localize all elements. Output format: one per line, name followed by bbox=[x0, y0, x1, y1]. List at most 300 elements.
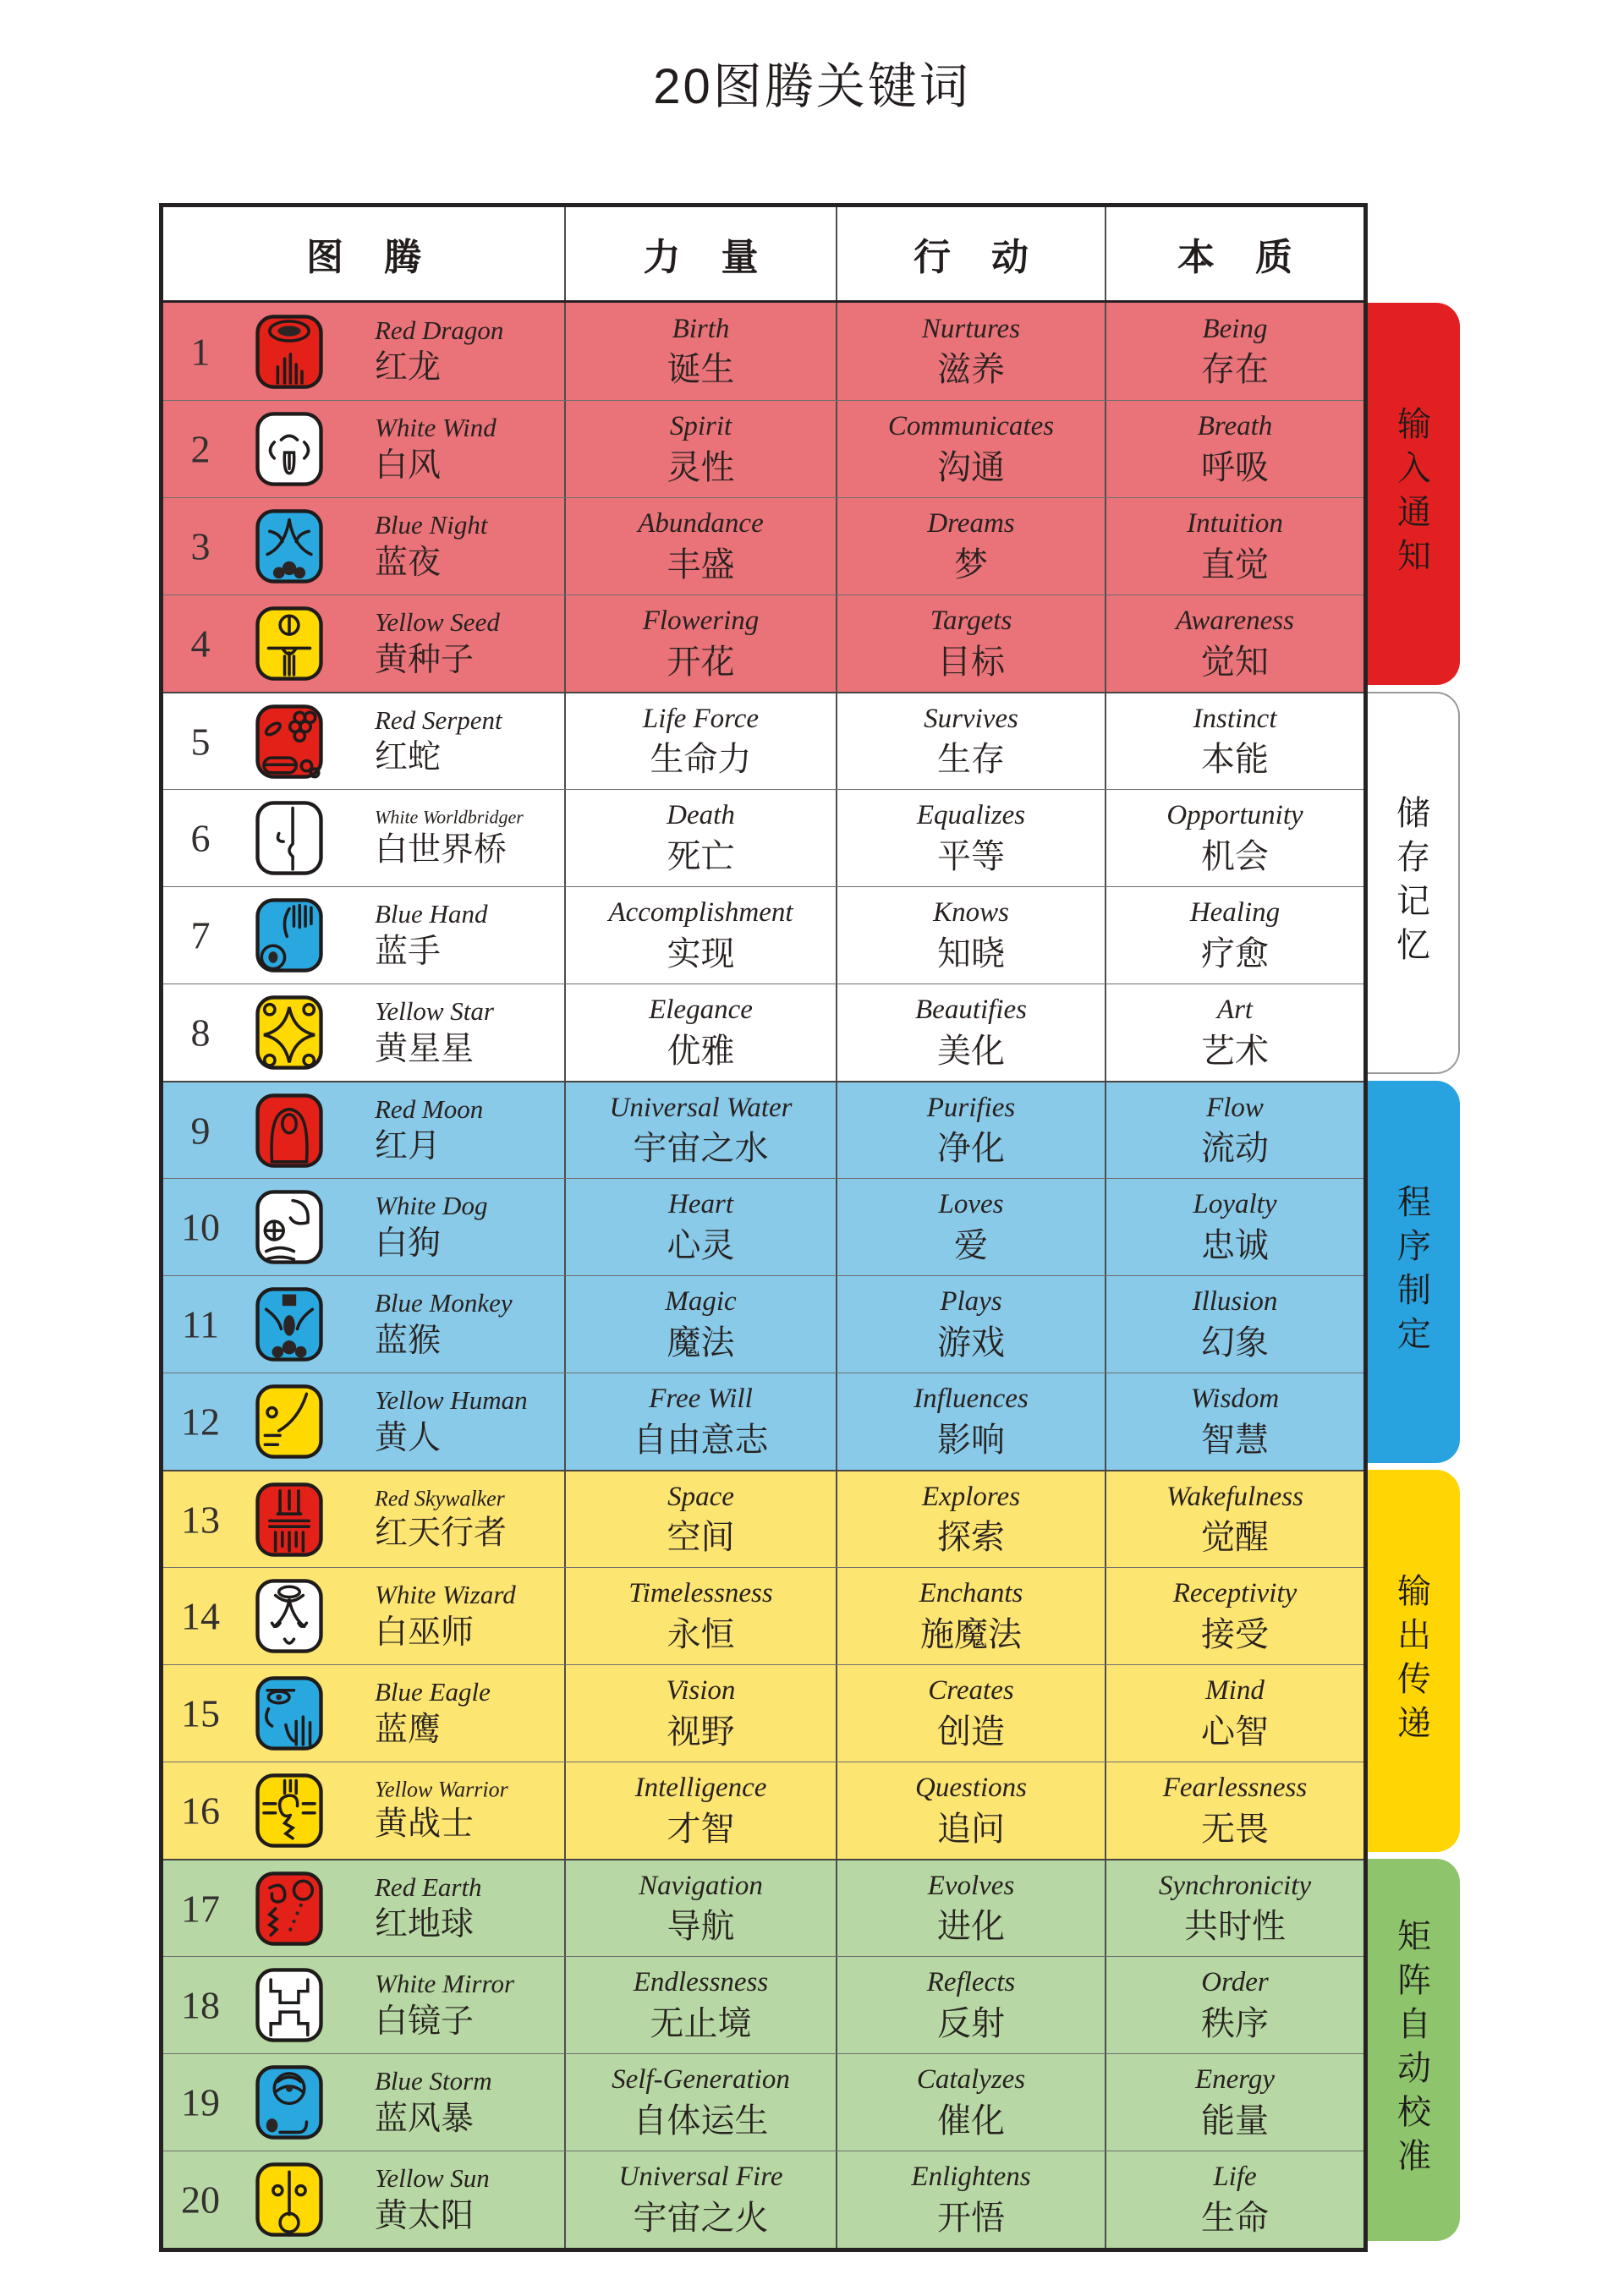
totem-name-zh: 白狗 bbox=[375, 1225, 442, 1262]
totem-name-en: White Wind bbox=[375, 412, 497, 442]
blue-storm-glyph bbox=[255, 2064, 324, 2140]
power-cell bbox=[564, 1471, 836, 1567]
essence-keyword-en: Life bbox=[1213, 2162, 1257, 2193]
totem-name-en: Red Earth bbox=[375, 1871, 482, 1902]
totem-cell bbox=[163, 790, 564, 886]
essence-keyword-en: Opportunity bbox=[1166, 800, 1303, 831]
power-keyword-zh: 视野 bbox=[667, 1712, 735, 1751]
row-number: 10 bbox=[181, 1205, 220, 1249]
section-tab-1 bbox=[1363, 303, 1460, 685]
totem-names bbox=[375, 1676, 491, 1748]
totem-name-zh: 黄太阳 bbox=[375, 2197, 475, 2234]
totem-name-en: Blue Night bbox=[375, 509, 488, 540]
essence-cell bbox=[1105, 790, 1363, 886]
row-number: 9 bbox=[190, 1109, 211, 1152]
section-tab-label: 储存记忆 bbox=[1391, 795, 1429, 971]
row-number: 11 bbox=[181, 1302, 220, 1346]
action-keyword-en: Survives bbox=[924, 703, 1018, 734]
totem-name-zh: 白巫师 bbox=[375, 1614, 475, 1651]
table-row bbox=[163, 2151, 1363, 2248]
essence-cell bbox=[1105, 303, 1363, 400]
action-keyword-zh: 目标 bbox=[937, 643, 1005, 681]
power-keyword-en: Heart bbox=[668, 1189, 733, 1220]
power-keyword-zh: 导航 bbox=[667, 1908, 735, 1946]
action-cell bbox=[836, 1665, 1105, 1762]
essence-keyword-zh: 机会 bbox=[1201, 837, 1269, 875]
essence-keyword-zh: 智慧 bbox=[1201, 1421, 1269, 1459]
totem-names bbox=[375, 1873, 482, 1943]
power-keyword-en: Life Force bbox=[642, 703, 760, 734]
action-cell bbox=[836, 1373, 1105, 1470]
action-cell bbox=[836, 984, 1105, 1081]
totem-name-en: White Mirror bbox=[375, 1968, 515, 1998]
table-row bbox=[163, 1956, 1363, 2053]
white-dog-glyph bbox=[255, 1189, 324, 1265]
totem-name-en: Blue Storm bbox=[375, 2065, 492, 2096]
totem-names bbox=[375, 1581, 516, 1651]
power-cell bbox=[564, 984, 836, 1081]
action-cell bbox=[836, 498, 1105, 595]
totem-name-zh: 红天行者 bbox=[375, 1515, 508, 1552]
totem-cell bbox=[163, 595, 564, 692]
essence-keyword-zh: 觉醒 bbox=[1201, 1519, 1269, 1557]
essence-keyword-zh: 忠诚 bbox=[1201, 1226, 1269, 1264]
totem-name-en: Yellow Sun bbox=[375, 2162, 490, 2193]
essence-keyword-zh: 生命 bbox=[1201, 2199, 1269, 2237]
action-keyword-zh: 进化 bbox=[937, 1908, 1005, 1946]
action-cell bbox=[836, 887, 1105, 984]
essence-keyword-zh: 疗愈 bbox=[1201, 934, 1269, 973]
action-keyword-zh: 催化 bbox=[937, 2101, 1005, 2140]
essence-keyword-en: Breath bbox=[1197, 411, 1273, 442]
action-keyword-zh: 美化 bbox=[937, 1032, 1005, 1070]
totem-cell bbox=[163, 498, 564, 595]
column-header-essence: 本质 bbox=[1105, 207, 1363, 300]
power-keyword-en: Elegance bbox=[649, 995, 753, 1026]
totem-cell bbox=[163, 401, 564, 497]
power-cell bbox=[564, 2054, 836, 2151]
action-cell bbox=[836, 1471, 1105, 1567]
table-row bbox=[163, 984, 1363, 1081]
totem-name-zh: 蓝风暴 bbox=[375, 2100, 475, 2137]
power-keyword-zh: 灵性 bbox=[667, 448, 735, 486]
totem-name-en: Red Skywalker bbox=[375, 1485, 505, 1510]
action-cell bbox=[836, 790, 1105, 886]
action-keyword-en: Nurtures bbox=[921, 313, 1021, 344]
row-number: 6 bbox=[190, 816, 211, 860]
power-cell bbox=[564, 1179, 836, 1275]
essence-keyword-en: Instinct bbox=[1193, 703, 1277, 734]
totem-name-en: Blue Hand bbox=[375, 898, 488, 929]
action-keyword-en: Influences bbox=[914, 1384, 1029, 1415]
power-cell bbox=[564, 1373, 836, 1470]
essence-cell bbox=[1105, 1860, 1363, 1956]
white-worldbridger-glyph bbox=[255, 800, 324, 876]
power-keyword-en: Free Will bbox=[649, 1384, 753, 1415]
action-keyword-en: Reflects bbox=[926, 1967, 1016, 1998]
totem-name-zh: 红月 bbox=[375, 1127, 442, 1164]
action-keyword-en: Explores bbox=[921, 1481, 1021, 1512]
totem-name-zh: 红龙 bbox=[375, 348, 442, 386]
power-keyword-en: Timelessness bbox=[628, 1578, 773, 1609]
essence-cell bbox=[1105, 595, 1363, 692]
essence-keyword-en: Being bbox=[1202, 313, 1268, 344]
power-keyword-zh: 魔法 bbox=[667, 1323, 735, 1362]
totem-name-en: White Dog bbox=[375, 1190, 488, 1220]
row-number: 16 bbox=[181, 1789, 220, 1833]
essence-cell bbox=[1105, 1762, 1363, 1859]
action-cell bbox=[836, 2151, 1105, 2248]
essence-keyword-en: Mind bbox=[1205, 1675, 1265, 1707]
section-tab-label: 矩阵自动校准 bbox=[1392, 1918, 1430, 2182]
red-moon-glyph bbox=[255, 1093, 324, 1169]
essence-keyword-en: Awareness bbox=[1176, 606, 1294, 637]
essence-keyword-zh: 秩序 bbox=[1201, 2004, 1269, 2042]
essence-cell bbox=[1105, 2054, 1363, 2151]
power-keyword-en: Flowering bbox=[642, 606, 760, 637]
essence-keyword-en: Order bbox=[1201, 1967, 1269, 1998]
table-row bbox=[163, 1567, 1363, 1664]
action-cell bbox=[836, 2054, 1105, 2151]
power-keyword-en: Vision bbox=[666, 1675, 736, 1707]
table-row bbox=[163, 497, 1363, 595]
totem-names bbox=[375, 808, 524, 869]
action-keyword-en: Knows bbox=[933, 897, 1009, 929]
row-number: 14 bbox=[181, 1594, 220, 1638]
power-keyword-zh: 空间 bbox=[667, 1519, 735, 1557]
essence-keyword-zh: 接受 bbox=[1201, 1615, 1269, 1653]
action-cell bbox=[836, 1762, 1105, 1859]
totem-name-zh: 蓝手 bbox=[375, 933, 442, 970]
essence-cell bbox=[1105, 1665, 1363, 1762]
row-number: 13 bbox=[181, 1498, 220, 1541]
table-row bbox=[163, 1373, 1363, 1470]
table-body bbox=[163, 303, 1363, 2248]
action-keyword-en: Loves bbox=[938, 1189, 1004, 1220]
white-wizard-glyph bbox=[255, 1578, 324, 1654]
essence-cell bbox=[1105, 1179, 1363, 1275]
action-keyword-en: Plays bbox=[940, 1286, 1002, 1318]
row-number: 8 bbox=[190, 1011, 211, 1055]
totem-names bbox=[375, 1095, 483, 1164]
totem-names bbox=[375, 706, 502, 775]
action-keyword-zh: 净化 bbox=[937, 1130, 1005, 1168]
power-keyword-zh: 宇宙之火 bbox=[633, 2199, 769, 2237]
power-keyword-en: Accomplishment bbox=[608, 897, 793, 929]
row-number: 19 bbox=[181, 2080, 220, 2124]
totem-names bbox=[375, 995, 494, 1067]
power-cell bbox=[564, 1957, 836, 2053]
essence-keyword-zh: 呼吸 bbox=[1201, 448, 1269, 486]
column-header-action: 行动 bbox=[836, 207, 1105, 300]
totem-name-en: Blue Monkey bbox=[375, 1287, 513, 1318]
column-header-power: 力量 bbox=[564, 207, 836, 300]
power-keyword-zh: 实现 bbox=[667, 934, 735, 973]
action-keyword-zh: 梦 bbox=[954, 545, 988, 584]
action-keyword-zh: 滋养 bbox=[937, 351, 1005, 389]
power-cell bbox=[564, 303, 836, 400]
totem-name-en: Red Dragon bbox=[375, 315, 504, 345]
power-keyword-zh: 心灵 bbox=[667, 1226, 735, 1264]
red-serpent-glyph bbox=[255, 704, 324, 780]
power-keyword-zh: 永恒 bbox=[667, 1615, 735, 1653]
totem-name-en: Yellow Human bbox=[375, 1384, 528, 1415]
action-keyword-en: Questions bbox=[915, 1773, 1027, 1804]
totem-name-en: Red Serpent bbox=[375, 704, 502, 735]
action-keyword-en: Catalyzes bbox=[916, 2064, 1026, 2096]
action-cell bbox=[836, 1082, 1105, 1178]
power-keyword-zh: 无止境 bbox=[650, 2004, 752, 2042]
action-keyword-en: Equalizes bbox=[916, 800, 1026, 831]
essence-cell bbox=[1105, 984, 1363, 1081]
totem-cell bbox=[163, 1082, 564, 1178]
essence-cell bbox=[1105, 1373, 1363, 1470]
section-tab-label: 输入通知 bbox=[1392, 406, 1430, 582]
action-cell bbox=[836, 1957, 1105, 2053]
totem-name-zh: 白风 bbox=[375, 447, 442, 484]
essence-keyword-zh: 本能 bbox=[1201, 741, 1269, 779]
power-keyword-zh: 优雅 bbox=[667, 1032, 735, 1070]
action-keyword-zh: 追问 bbox=[937, 1810, 1005, 1848]
essence-keyword-zh: 心智 bbox=[1201, 1712, 1269, 1751]
totem-name-en: Red Moon bbox=[375, 1093, 484, 1124]
row-number: 1 bbox=[190, 330, 211, 373]
totem-names bbox=[375, 2065, 492, 2137]
action-keyword-zh: 施魔法 bbox=[920, 1615, 1022, 1653]
power-keyword-zh: 诞生 bbox=[667, 351, 735, 389]
totem-name-zh: 红地球 bbox=[375, 1905, 475, 1943]
essence-keyword-en: Loyalty bbox=[1193, 1189, 1277, 1220]
totem-names bbox=[375, 1487, 507, 1552]
totem-cell bbox=[163, 1179, 564, 1275]
section-tab-3 bbox=[1363, 1081, 1460, 1463]
essence-keyword-en: Energy bbox=[1194, 2064, 1276, 2096]
action-keyword-en: Evolves bbox=[927, 1870, 1015, 1901]
table-row bbox=[163, 2053, 1363, 2151]
totem-cell bbox=[163, 1957, 564, 2053]
action-cell bbox=[836, 1860, 1105, 1956]
table-header-row bbox=[163, 207, 1363, 303]
totem-names bbox=[375, 1384, 528, 1456]
yellow-human-glyph bbox=[255, 1384, 324, 1460]
white-mirror-glyph bbox=[255, 1967, 324, 2043]
power-keyword-en: Birth bbox=[672, 313, 730, 344]
red-earth-glyph bbox=[255, 1871, 324, 1947]
power-keyword-zh: 才智 bbox=[667, 1810, 735, 1848]
table-row bbox=[163, 1178, 1363, 1275]
essence-keyword-zh: 幻象 bbox=[1201, 1323, 1269, 1362]
power-cell bbox=[564, 1860, 836, 1956]
row-number: 20 bbox=[181, 2178, 220, 2222]
totem-name-en: White Worldbridger bbox=[375, 806, 524, 828]
power-keyword-en: Space bbox=[667, 1481, 734, 1512]
essence-keyword-zh: 能量 bbox=[1201, 2101, 1269, 2140]
totem-cell bbox=[163, 1568, 564, 1664]
row-number: 12 bbox=[181, 1400, 220, 1444]
essence-cell bbox=[1105, 401, 1363, 497]
power-cell bbox=[564, 498, 836, 595]
power-cell bbox=[564, 1762, 836, 1859]
totem-name-zh: 蓝夜 bbox=[375, 544, 442, 581]
action-keyword-en: Targets bbox=[930, 606, 1012, 637]
section-tab-2 bbox=[1363, 692, 1460, 1074]
power-cell bbox=[564, 595, 836, 692]
essence-keyword-en: Healing bbox=[1189, 897, 1281, 929]
essence-keyword-en: Flow bbox=[1206, 1092, 1264, 1123]
totem-name-zh: 蓝鹰 bbox=[375, 1711, 442, 1748]
power-cell bbox=[564, 1568, 836, 1664]
action-cell bbox=[836, 1276, 1105, 1373]
totem-table bbox=[159, 203, 1368, 2252]
power-keyword-en: Universal Water bbox=[609, 1092, 793, 1123]
table-row bbox=[163, 303, 1363, 400]
essence-keyword-en: Wisdom bbox=[1190, 1384, 1280, 1415]
totem-names bbox=[375, 414, 497, 484]
power-cell bbox=[564, 1082, 836, 1178]
red-skywalker-glyph bbox=[255, 1482, 324, 1558]
table-row bbox=[163, 595, 1363, 692]
totem-name-zh: 蓝猴 bbox=[375, 1322, 442, 1359]
white-wind-glyph bbox=[255, 411, 324, 487]
totem-name-zh: 白世界桥 bbox=[375, 831, 508, 869]
totem-names bbox=[375, 2162, 490, 2234]
totem-cell bbox=[163, 2151, 564, 2248]
page-title: 20图腾关键词 bbox=[653, 59, 971, 114]
totem-name-en: White Wizard bbox=[375, 1579, 516, 1609]
totem-cell bbox=[163, 1471, 564, 1567]
table-row bbox=[163, 1470, 1363, 1567]
essence-keyword-en: Illusion bbox=[1192, 1286, 1278, 1318]
totem-name-zh: 黄星星 bbox=[375, 1030, 475, 1067]
totem-name-en: Yellow Star bbox=[375, 995, 494, 1026]
essence-keyword-en: Fearlessness bbox=[1162, 1773, 1308, 1804]
action-keyword-zh: 反射 bbox=[937, 2004, 1005, 2042]
blue-eagle-glyph bbox=[255, 1675, 324, 1751]
power-keyword-en: Abundance bbox=[638, 508, 764, 540]
row-number: 18 bbox=[181, 1983, 220, 2027]
totem-cell bbox=[163, 693, 564, 789]
totem-names bbox=[375, 316, 503, 386]
blue-night-glyph bbox=[255, 508, 324, 584]
totem-names bbox=[375, 509, 488, 581]
power-keyword-en: Endlessness bbox=[633, 1967, 769, 1998]
table-row bbox=[163, 692, 1363, 789]
totem-names bbox=[375, 1970, 514, 2040]
action-keyword-en: Dreams bbox=[927, 508, 1015, 540]
power-cell bbox=[564, 1665, 836, 1762]
row-number: 15 bbox=[181, 1691, 220, 1735]
power-keyword-en: Navigation bbox=[639, 1870, 763, 1901]
action-keyword-zh: 爱 bbox=[954, 1226, 988, 1264]
power-cell bbox=[564, 790, 836, 886]
power-keyword-zh: 自由意志 bbox=[633, 1421, 769, 1459]
row-number: 17 bbox=[181, 1887, 220, 1930]
yellow-star-glyph bbox=[255, 995, 324, 1071]
essence-keyword-en: Wakefulness bbox=[1166, 1481, 1303, 1512]
action-keyword-zh: 生存 bbox=[937, 741, 1005, 779]
totem-cell bbox=[163, 1373, 564, 1470]
essence-keyword-zh: 艺术 bbox=[1201, 1032, 1269, 1070]
blue-hand-glyph bbox=[255, 897, 324, 973]
section-tab-4 bbox=[1363, 1470, 1460, 1852]
totem-cell bbox=[163, 984, 564, 1081]
power-keyword-en: Death bbox=[667, 800, 735, 831]
power-cell bbox=[564, 887, 836, 984]
section-tab-label: 输出传递 bbox=[1392, 1573, 1430, 1749]
power-keyword-zh: 自体运生 bbox=[633, 2101, 769, 2140]
red-dragon-glyph bbox=[255, 314, 324, 390]
table-row bbox=[163, 400, 1363, 497]
totem-name-zh: 黄种子 bbox=[375, 641, 475, 678]
power-keyword-en: Spirit bbox=[669, 411, 732, 442]
power-keyword-zh: 开花 bbox=[667, 643, 735, 681]
yellow-warrior-glyph bbox=[255, 1773, 324, 1849]
action-keyword-en: Creates bbox=[928, 1675, 1014, 1707]
essence-cell bbox=[1105, 2151, 1363, 2248]
essence-keyword-zh: 觉知 bbox=[1201, 643, 1269, 681]
action-keyword-en: Communicates bbox=[887, 411, 1055, 442]
totem-name-zh: 白镜子 bbox=[375, 2003, 475, 2040]
action-cell bbox=[836, 693, 1105, 789]
table-row bbox=[163, 1275, 1363, 1373]
essence-keyword-en: Synchronicity bbox=[1158, 1870, 1312, 1901]
power-cell bbox=[564, 2151, 836, 2248]
essence-keyword-zh: 共时性 bbox=[1184, 1908, 1286, 1946]
essence-cell bbox=[1105, 498, 1363, 595]
essence-cell bbox=[1105, 887, 1363, 984]
totem-names bbox=[375, 1287, 513, 1359]
essence-cell bbox=[1105, 1082, 1363, 1178]
table-row bbox=[163, 789, 1363, 886]
action-keyword-zh: 沟通 bbox=[937, 448, 1005, 486]
essence-cell bbox=[1105, 1957, 1363, 2053]
row-number: 5 bbox=[190, 720, 211, 763]
power-keyword-zh: 生命力 bbox=[650, 741, 752, 779]
totem-name-zh: 黄人 bbox=[375, 1419, 442, 1456]
totem-name-en: Yellow Seed bbox=[375, 606, 500, 637]
yellow-sun-glyph bbox=[255, 2162, 324, 2238]
table-row bbox=[163, 1664, 1363, 1762]
essence-keyword-zh: 存在 bbox=[1201, 351, 1269, 389]
totem-name-zh: 红蛇 bbox=[375, 738, 442, 775]
totem-name-en: Yellow Warrior bbox=[375, 1777, 508, 1802]
table-row bbox=[163, 1762, 1363, 1859]
action-keyword-zh: 创造 bbox=[937, 1712, 1005, 1751]
action-keyword-en: Enlightens bbox=[911, 2162, 1031, 2193]
column-header-totem: 图腾 bbox=[306, 237, 462, 278]
action-keyword-zh: 平等 bbox=[937, 837, 1005, 875]
totem-name-en: Blue Eagle bbox=[375, 1676, 491, 1707]
action-keyword-zh: 影响 bbox=[937, 1421, 1005, 1459]
totem-cell bbox=[163, 303, 564, 400]
power-cell bbox=[564, 401, 836, 497]
blue-monkey-glyph bbox=[255, 1286, 324, 1362]
action-keyword-zh: 知晓 bbox=[937, 934, 1005, 973]
essence-cell bbox=[1105, 1568, 1363, 1664]
totem-cell bbox=[163, 1860, 564, 1956]
power-keyword-en: Universal Fire bbox=[618, 2162, 783, 2193]
row-number: 2 bbox=[190, 427, 211, 471]
action-cell bbox=[836, 595, 1105, 692]
essence-cell bbox=[1105, 693, 1363, 789]
essence-cell bbox=[1105, 1471, 1363, 1567]
totem-cell bbox=[163, 887, 564, 984]
table-row bbox=[163, 1081, 1363, 1178]
row-number: 3 bbox=[190, 524, 211, 568]
table-row bbox=[163, 886, 1363, 984]
totem-cell bbox=[163, 1276, 564, 1373]
power-keyword-en: Intelligence bbox=[634, 1773, 767, 1804]
